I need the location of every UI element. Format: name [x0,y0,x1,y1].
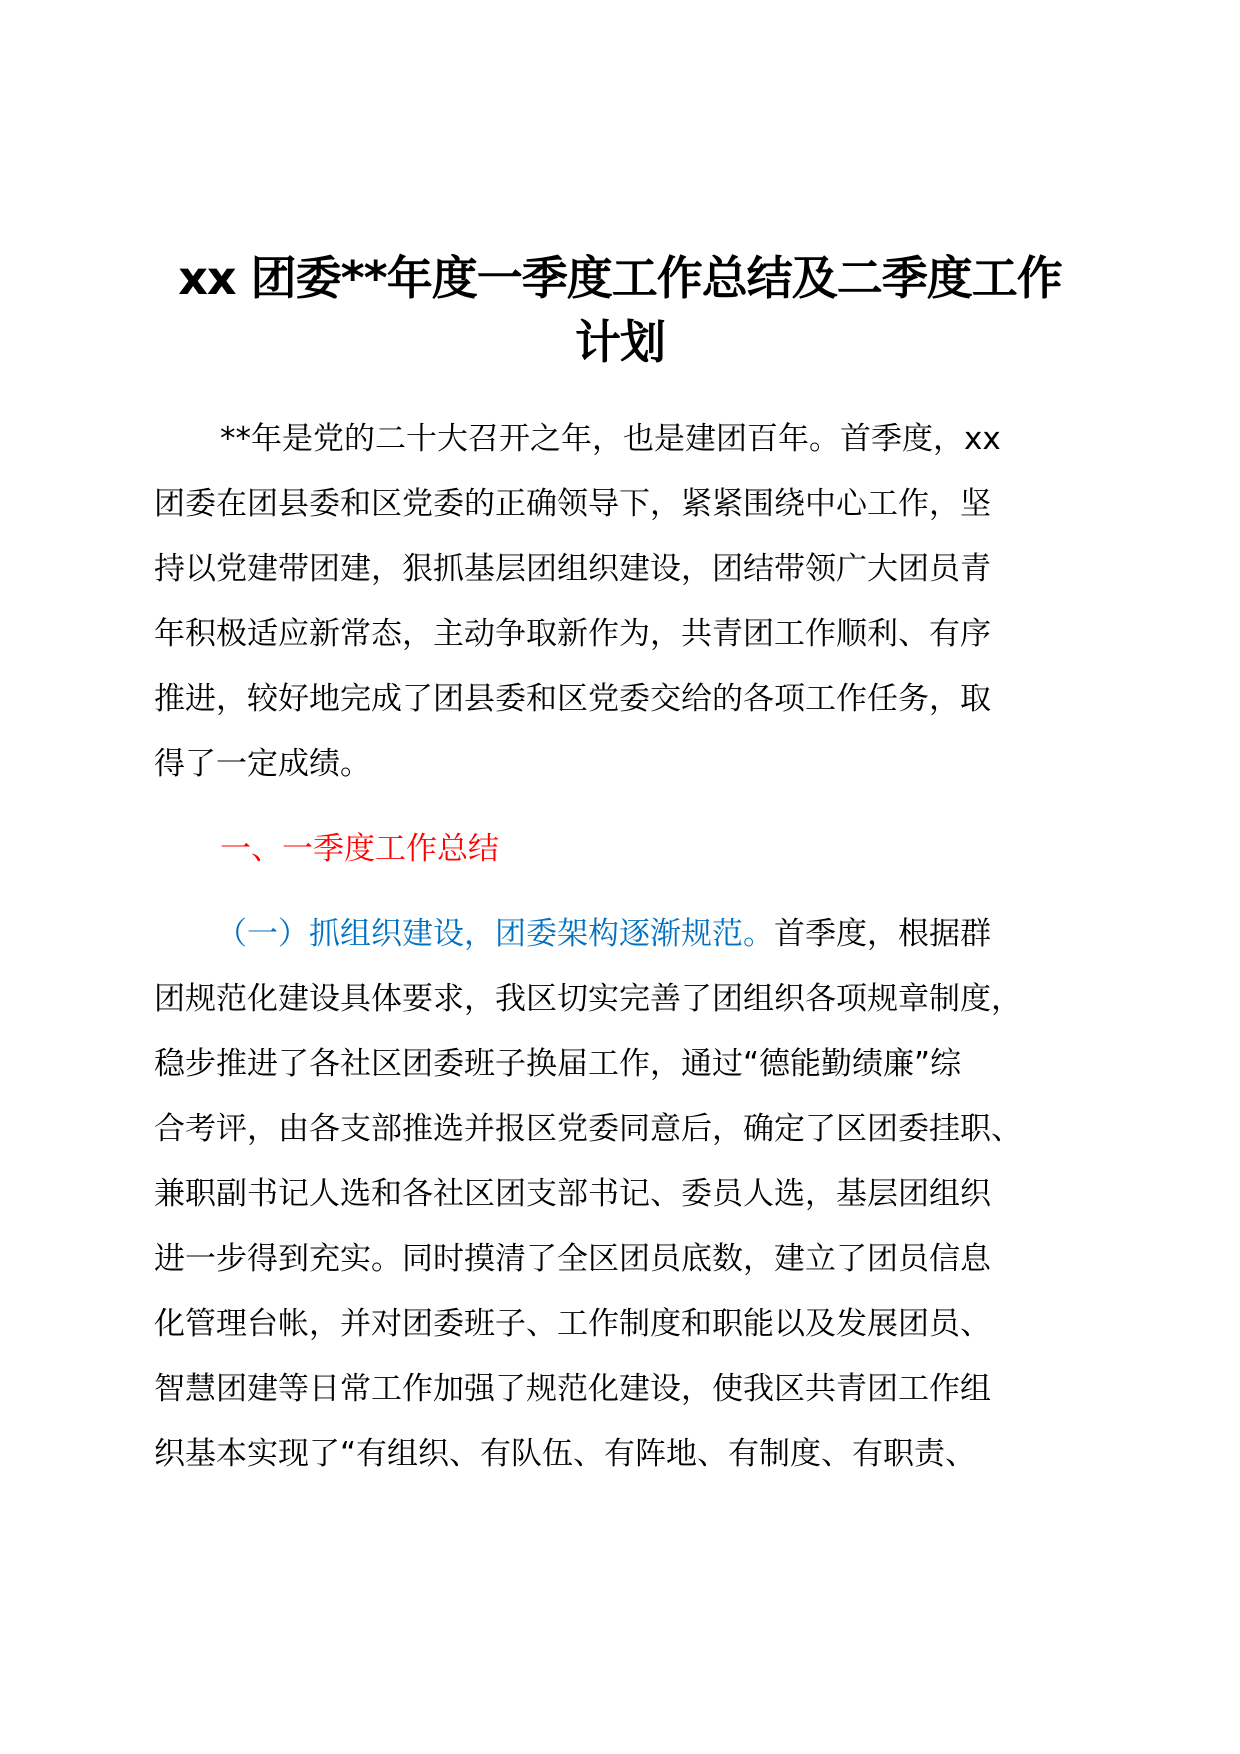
intro-paragraph [154,407,1114,797]
text-line: 团委在团县委和区党委的正确领导下，紧紧围绕中心工作，坚 [154,486,991,522]
text-line: 持以党建带团建，狠抓基层团组织建设，团结带领广大团员青 [154,551,991,587]
text-line: 年积极适应新常态，主动争取新作为，共青团工作顺利、有序 [154,616,991,652]
document-title [150,246,1090,374]
text-line: 化管理台帐，并对团委班子、工作制度和职能以及发展团员、 [154,1306,991,1342]
text-line: 合考评，由各支部推选并报区党委同意后，确定了区团委挂职、 [154,1111,1022,1147]
text-line: 团规范化建设具体要求，我区切实完善了团组织各项规章制度， [154,981,1022,1017]
text-line: 稳步推进了各社区团委班子换届工作，通过“德能勤绩廉”综 [154,1046,962,1082]
title-line-2: 计划 [575,315,665,369]
text-line: 智慧团建等日常工作加强了规范化建设，使我区共青团工作组 [154,1371,991,1407]
text-line: 进一步得到充实。同时摸清了全区团员底数，建立了团员信息 [154,1241,991,1277]
subsection-heading: （一）抓组织建设，团委架构逐渐规范。 [216,916,774,952]
text-line: 兼职副书记人选和各社区团支部书记、委员人选，基层团组织 [154,1176,991,1212]
text-line: **年是党的二十大召开之年，也是建团百年。首季度，xx [220,421,1001,457]
subsection-paragraph [154,902,1114,1487]
title-line-1: xx 团委**年度一季度工作总结及二季度工作 [178,251,1062,305]
text-line: 推进，较好地完成了团县委和区党委交给的各项工作任务，取 [154,681,991,717]
text-line: 织基本实现了“有组织、有队伍、有阵地、有制度、有职责、 [154,1436,977,1472]
text-line [154,902,1114,967]
section-heading: 一、一季度工作总结 [220,831,499,867]
text-line: 得了一定成绩。 [154,746,371,782]
text-span: 首季度，根据群 [774,916,991,952]
